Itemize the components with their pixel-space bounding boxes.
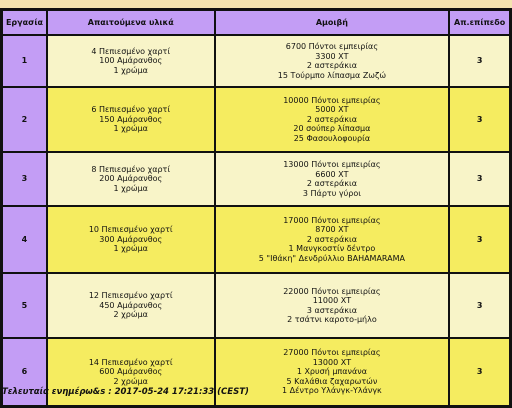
reward-item: 2 αστεράκια (306, 234, 357, 244)
required-level-cell: 3 (449, 35, 510, 87)
required-level-cell: 3 (449, 206, 510, 273)
reward-item: 5 Καλάθια ζαχαρωτών (286, 376, 378, 386)
table-row (2, 35, 510, 87)
reward-item: 2 αστεράκια (306, 61, 357, 70)
material-item: 150 Αμάρανθος (99, 114, 163, 124)
material-item: 6 Πεπιεσμένο χαρτί (91, 105, 171, 115)
reward-item: 8700 ΧΤ (315, 225, 349, 235)
reward-item: 17000 Πόντοι εμπειρίας (283, 215, 381, 225)
reward-cell (215, 206, 450, 273)
reward-cell (215, 338, 450, 406)
material-item: 200 Αμάρανθος (99, 174, 163, 184)
reward-item: 22000 Πόντοι εμπειρίας (283, 286, 381, 296)
material-item: 4 Πεπιεσμένο χαρτί (91, 46, 171, 56)
task-number-cell: 5 (2, 273, 47, 338)
reward-item: 13000 ΧΤ (312, 357, 352, 367)
reward-cell (215, 273, 450, 338)
task-number-cell: 6 (2, 338, 47, 406)
table-row (2, 152, 510, 206)
materials-cell (47, 35, 215, 87)
header-row (2, 10, 510, 35)
reward-item: 2 τσάτνι καροτο-μήλο (287, 315, 377, 324)
table-row (2, 206, 510, 273)
material-item: 1 χρώμα (113, 124, 148, 134)
required-level-cell: 3 (449, 87, 510, 152)
tasks-table (0, 8, 512, 408)
material-item: 600 Αμάρανθος (99, 367, 163, 377)
reward-cell (215, 35, 450, 87)
material-item: 1 χρώμα (113, 65, 148, 75)
reward-item: 27000 Πόντοι εμπειρίας (283, 348, 381, 358)
material-item: 12 Πεπιεσμένο χαρτί (88, 291, 173, 301)
header-level: Απ.επίπεδο (449, 10, 510, 35)
material-item: 8 Πεπιεσμένο χαρτί (91, 164, 171, 174)
reward-item: 6700 Πόντοι εμπειρίας (285, 42, 379, 51)
task-number-cell: 2 (2, 87, 47, 152)
material-item: 1 χρώμα (113, 244, 148, 254)
reward-item: 2 αστεράκια (306, 179, 357, 188)
reward-item: 20 σούπερ λίπασμα (293, 124, 371, 134)
header-materials: Απαιτούμενα υλικά (47, 10, 215, 35)
required-level-cell: 3 (449, 152, 510, 206)
material-item: 14 Πεπιεσμένο χαρτί (88, 357, 173, 367)
task-number-cell: 1 (2, 35, 47, 87)
last-updated-text: Τελευταία ενημέρω&s : 2017-05-24 17:21:33 (CEST) (2, 387, 249, 397)
header-task: Εργασία (2, 10, 47, 35)
reward-item: 2 αστεράκια (306, 114, 357, 124)
material-item: 300 Αμάρανθος (99, 234, 163, 244)
reward-item: 10000 Πόντοι εμπειρίας (283, 95, 381, 105)
reward-item: 1 Χρυσή μπανάνα (296, 367, 367, 377)
reward-item: 3300 ΧΤ (315, 51, 349, 61)
material-item: 10 Πεπιεσμένο χαρτί (88, 225, 173, 235)
reward-item: 1 Μανγκοστίν δέντρο (288, 244, 376, 254)
reward-item: 5 "Ιθάκη" Δενδρύλλιο BAHAMARAMA (258, 253, 406, 263)
reward-item: 15 Τούρμπο λίπασμα Ζωζώ (277, 70, 387, 80)
reward-cell (215, 152, 450, 206)
reward-item: 25 Φασουλοφουρία (293, 133, 371, 143)
reward-item: 3 αστεράκια (306, 305, 357, 315)
materials-cell (47, 273, 215, 338)
reward-item: 1 Δέντρο Υλάνγκ-Υλάνγκ (282, 386, 382, 396)
materials-cell (47, 87, 215, 152)
table-row (2, 273, 510, 338)
material-item: 1 χρώμα (113, 183, 148, 193)
reward-item: 11000 ΧΤ (312, 296, 352, 305)
reward-cell (215, 87, 450, 152)
reward-item: 5000 ΧΤ (315, 105, 349, 115)
header-reward: Αμοιβή (215, 10, 450, 35)
reward-item: 6600 ΧΤ (315, 169, 349, 179)
material-item: 100 Αμάρανθος (99, 56, 163, 66)
required-level-cell: 3 (449, 273, 510, 338)
material-item: 450 Αμάρανθος (99, 300, 163, 310)
task-number-cell: 4 (2, 206, 47, 273)
materials-cell (47, 206, 215, 273)
required-level-cell: 3 (449, 338, 510, 406)
material-item: 2 χρώμα (113, 310, 148, 320)
reward-item: 3 Πάρτυ γύροι (302, 188, 361, 198)
materials-cell (47, 152, 215, 206)
table-body (2, 35, 510, 406)
table-row (2, 87, 510, 152)
material-item: 2 χρώμα (113, 376, 148, 386)
reward-item: 13000 Πόντοι εμπειρίας (283, 160, 381, 169)
task-number-cell: 3 (2, 152, 47, 206)
